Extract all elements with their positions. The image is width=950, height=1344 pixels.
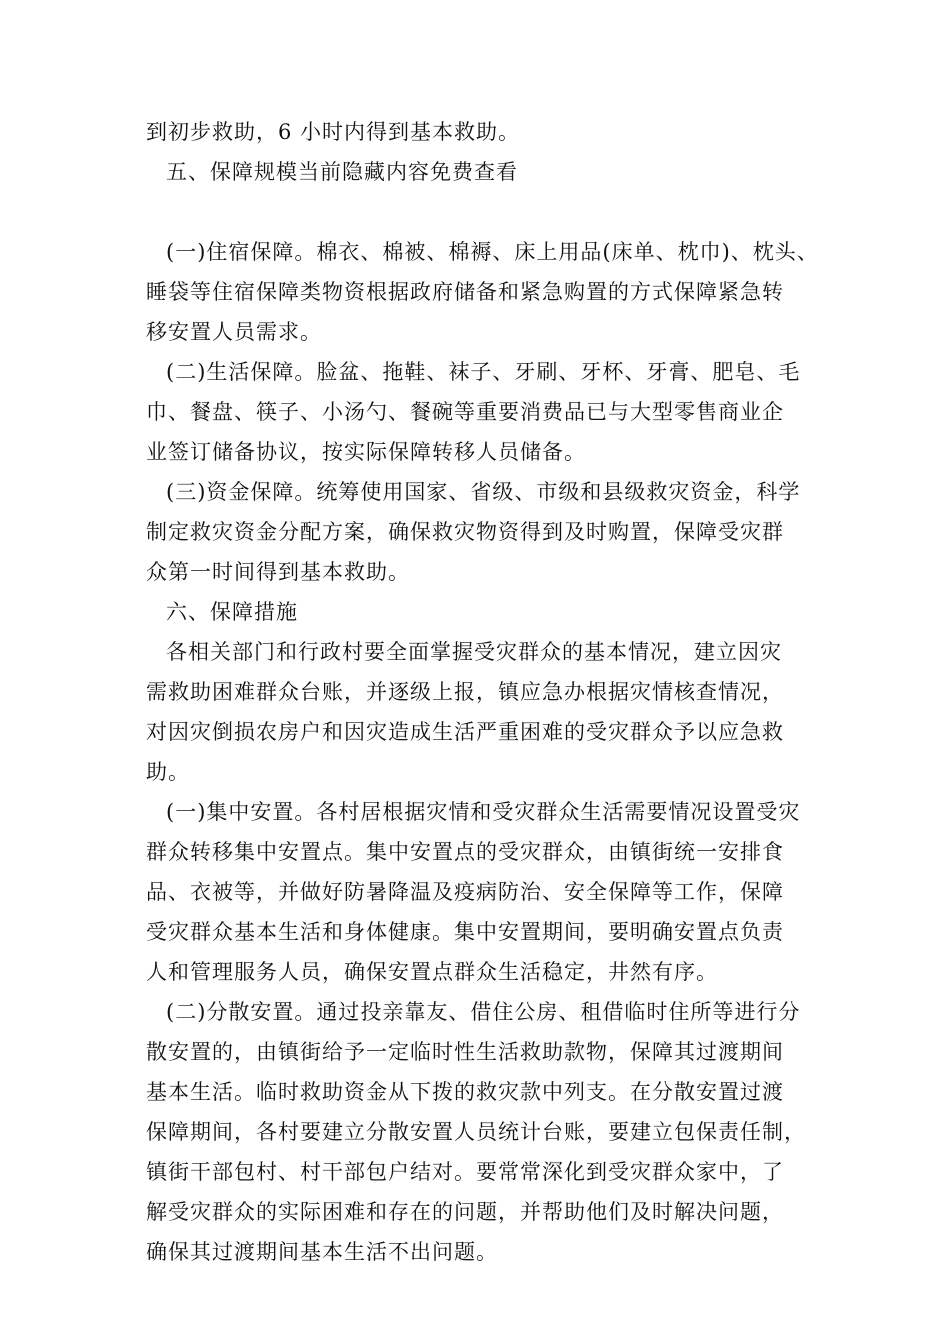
text-line: 群众转移集中安置点。集中安置点的受灾群众，由镇街统一安排食 (146, 840, 784, 864)
text-line: 镇街干部包村、村干部包户结对。要常常深化到受灾群众家中，了 (146, 1160, 784, 1184)
text-line: 对因灾倒损农房户和因灾造成生活严重困难的受灾群众予以应急救 (146, 720, 784, 744)
text-line: 受灾群众基本生活和身体健康。集中安置期间，要明确安置点负责 (146, 920, 784, 944)
text-line: 业签订储备协议，按实际保障转移人员储备。 (146, 440, 586, 464)
text-line: (三)资金保障。统筹使用国家、省级、市级和县级救灾资金，科学 (166, 480, 801, 504)
text-line: 制定救灾资金分配方案，确保救灾物资得到及时购置，保障受灾群 (146, 520, 784, 544)
text-line: 人和管理服务人员，确保安置点群众生活稳定，井然有序。 (146, 960, 718, 984)
text-line: 到初步救助，6 小时内得到基本救助。 (146, 120, 521, 144)
text-line: 移安置人员需求。 (146, 320, 322, 344)
text-line: 散安置的，由镇街给予一定临时性生活救助款物，保障其过渡期间 (146, 1040, 784, 1064)
text-line: (二)分散安置。通过投亲靠友、借住公房、租借临时住所等进行分 (166, 1000, 801, 1024)
text-line: 基本生活。临时救助资金从下拨的救灾款中列支。在分散安置过渡 (146, 1080, 784, 1104)
text-line: 确保其过渡期间基本生活不出问题。 (146, 1240, 498, 1264)
text-line: 巾、餐盘、筷子、小汤勺、餐碗等重要消费品已与大型零售商业企 (146, 400, 784, 424)
text-line: 睡袋等住宿保障类物资根据政府储备和紧急购置的方式保障紧急转 (146, 280, 784, 304)
text-line: (二)生活保障。脸盆、拖鞋、袜子、牙刷、牙杯、牙膏、肥皂、毛 (166, 360, 801, 384)
text-line: 助。 (146, 760, 190, 784)
text-line: 众第一时间得到基本救助。 (146, 560, 410, 584)
text-line: 需救助困难群众台账，并逐级上报，镇应急办根据灾情核查情况， (146, 680, 784, 704)
text-line: (一)住宿保障。棉衣、棉被、棉褥、床上用品(床单、枕巾)、枕头、 (166, 240, 819, 264)
section-heading-6: 六、保障措施 (166, 600, 298, 624)
text-line: (一)集中安置。各村居根据灾情和受灾群众生活需要情况设置受灾 (166, 800, 801, 824)
text-line: 保障期间，各村要建立分散安置人员统计台账，要建立包保责任制， (146, 1120, 806, 1144)
text-line: 品、衣被等，并做好防暑降温及疫病防治、安全保障等工作，保障 (146, 880, 784, 904)
section-heading-5: 五、保障规模当前隐藏内容免费查看 (166, 160, 518, 184)
text-line: 各相关部门和行政村要全面掌握受灾群众的基本情况，建立因灾 (166, 640, 782, 664)
text-line: 解受灾群众的实际困难和存在的问题，并帮助他们及时解决问题， (146, 1200, 784, 1224)
